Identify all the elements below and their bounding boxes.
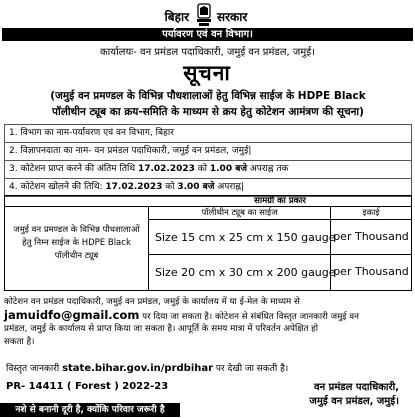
opening-time: 3.00 बजे — [177, 182, 215, 192]
table-row-size: Size 15 cm x 25 cm x 150 gauge — [149, 220, 331, 255]
government-label: सरकार — [217, 10, 248, 24]
table-row-unit: per Thousand — [331, 220, 411, 255]
office-address: कार्यालयः- वन प्रमंडल पदाधिकारी, जमुई वन प्रमंडल, जमुई। — [100, 47, 315, 58]
deadline-date: 17.02.2023 — [137, 164, 195, 174]
point-suffix: अपराह्न| — [214, 182, 244, 192]
paragraph-line: सकता है। — [4, 336, 35, 347]
state-emblem-icon — [194, 3, 214, 27]
paragraph-line: कोटेशन वन प्रमंडल पदाधिकारी, जमुई वन प्रमंडल, जमुई के कार्यालय में या ई-मेल के माध्यम से — [4, 297, 300, 307]
table-row-size: Size 20 cm x 30 cm x 200 gauge — [149, 255, 331, 290]
point-suffix: अपराह्न तक — [247, 164, 289, 174]
material-description: जमुई वन प्रमण्डल के विभिन्न पौधशालाओं हेतु निम्न साईज के HDPE Black पॉलीथीन ट्यूब — [5, 206, 149, 290]
state-name: बिहार — [164, 10, 189, 24]
signatory-office: जमुई वन प्रमंडल, जमुई। — [309, 396, 399, 407]
notice-title: सूचना — [183, 61, 231, 85]
point-advertiser: 2. विज्ञापनदाता का नाम- वन प्रमंडल पदाधिकारी, जमुई वन प्रमंडल, जमुई| — [4, 142, 412, 160]
department-banner: पर्यावरण एवं वन विभाग। — [2, 28, 413, 41]
slogan-banner: नशे से बनानी दूरी है, क्योंकि परिवार जरूरी है — [0, 403, 180, 417]
website-link[interactable]: state.bihar.gov.in/prdbihar — [62, 363, 214, 374]
signatory-title: वन प्रमंडल पदाधिकारी, — [314, 382, 399, 393]
point-label: 4. कोटेशन खोलने की तिथि: — [9, 182, 106, 192]
header-row — [0, 3, 415, 27]
deadline-time: 1.00 बजे — [209, 164, 248, 174]
details-prefix: विस्तृत जानकारी — [6, 364, 63, 374]
subject-line: पॉलीथीन ट्यूब का क्रय-समिति के माध्यम से क्रय हेतु कोटेशन आमंत्रण की सूचना) — [52, 106, 364, 118]
contact-email-link[interactable]: jamuidfo@gmail.com — [4, 307, 140, 322]
point-connector: को — [162, 182, 178, 192]
point-label: 3. कोटेशन प्राप्त करने की अंतिम तिथि — [9, 164, 138, 174]
opening-date: 17.02.2023 — [105, 182, 163, 192]
details-line — [6, 361, 406, 374]
quotation-paragraph — [4, 296, 412, 348]
size-column-header: पॉलीथीन ट्यूब का साईज — [149, 207, 331, 220]
point-connector: को — [194, 164, 210, 174]
notice-points — [4, 124, 412, 197]
paragraph-line — [4, 309, 412, 324]
notice-subject — [6, 88, 410, 120]
point-submission-deadline — [4, 160, 412, 178]
paragraph-text: पर दिया जा सकता है। कोटेशन से संबंधित विस्तृत जानकारी जमुई वन — [139, 311, 359, 322]
unit-column-header: इकाई — [331, 207, 411, 220]
paragraph-line: प्रमंडल, जमुई के कार्यालय से प्राप्त किया जा सकता है। आपूर्ति के समय मात्रा में परिवर्तन अपेक्षित हो — [4, 324, 319, 334]
details-suffix: पर देखी जा सकती है। — [213, 364, 289, 374]
pr-number: PR- 14411 ( Forest ) 2022-23 — [6, 381, 169, 392]
point-department: 1. विभाग का नाम-पर्यावरण एवं वन विभाग, बिहार — [4, 124, 412, 142]
table-row-unit: per Thousand — [333, 265, 409, 278]
material-table — [4, 195, 412, 291]
subject-line: (जमुई वन प्रमण्डल के विभिन्न पौधशालाओं हेतु विभिन्न साईज के HDPE Black — [50, 90, 366, 102]
material-type-header: सामग्री का प्रकार — [149, 196, 411, 207]
